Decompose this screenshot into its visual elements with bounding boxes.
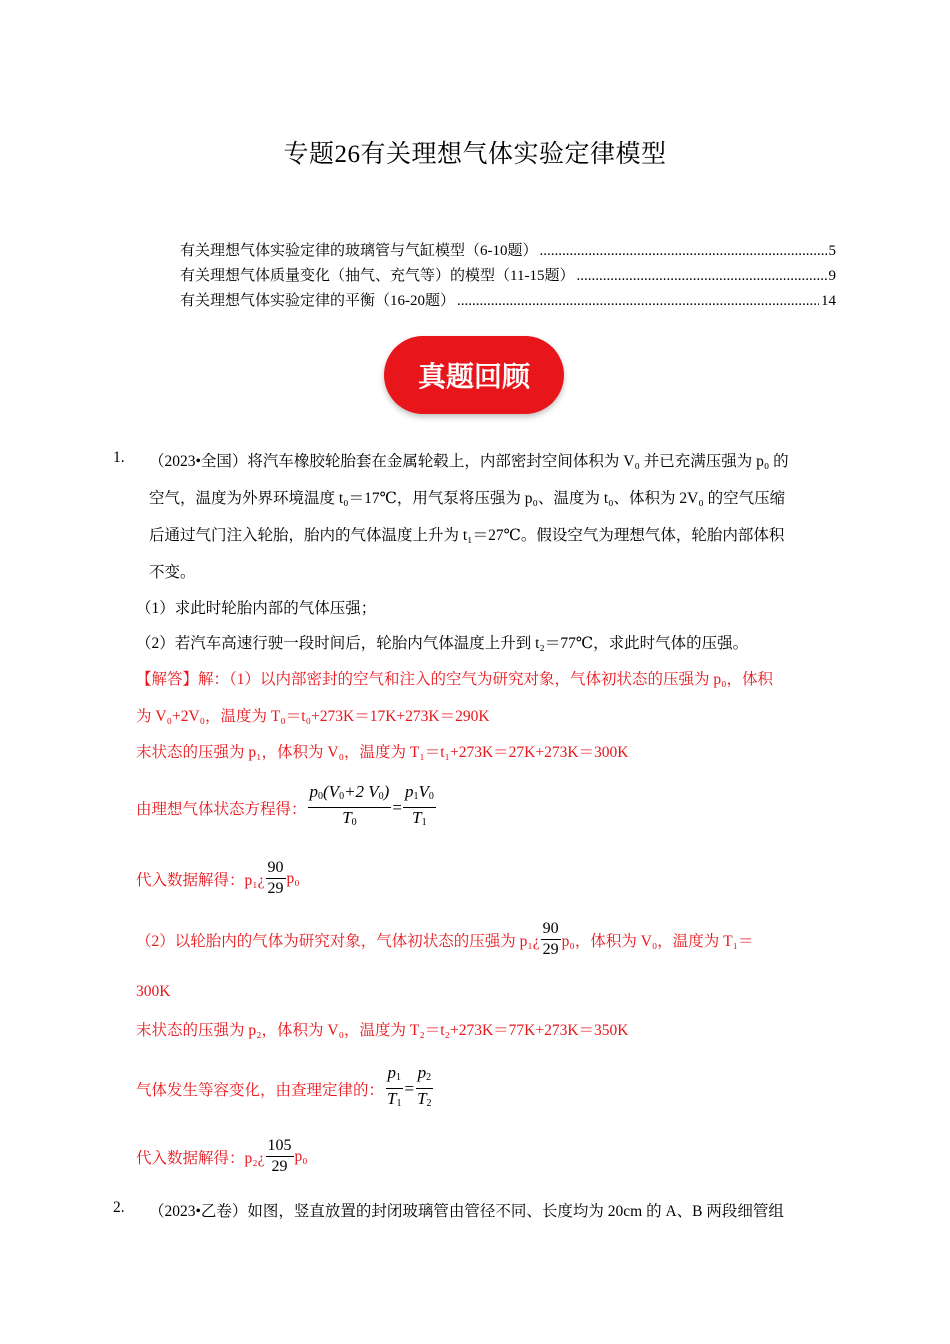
toc-page: 9 (828, 268, 836, 284)
numerator: 90 (541, 919, 561, 940)
toc-label: 有关理想气体实验定律的平衡（16-20题） (180, 293, 455, 309)
answer-text: 解：（1）以内部密封的空气和注入的空气为研究对象，气体初状态的压强为 p₀，体积 (198, 671, 774, 688)
answer-line (136, 919, 754, 960)
denominator: 29 (267, 880, 284, 897)
equation-line (136, 1063, 435, 1114)
unit: p₀ (294, 1147, 308, 1165)
toc-label: 有关理想气体质量变化（抽气、充气等）的模型（11-15题） (180, 268, 575, 284)
denominator: 29 (271, 1158, 288, 1175)
answer-line: 300K (136, 983, 171, 1000)
question-text: 不变。 (149, 564, 196, 581)
toc-entry-1[interactable] (180, 239, 836, 260)
result-line (136, 858, 300, 899)
equals-sign: = (404, 1078, 415, 1098)
equation-line (136, 782, 437, 833)
toc-leader (576, 268, 826, 285)
question-number: 2. (113, 1199, 125, 1216)
fraction (541, 919, 561, 960)
answer-text: 由理想气体状态方程得： (136, 800, 307, 818)
answer-text: （2）以轮胎内的气体为研究对象，气体初状态的压强为 p₁¿ (136, 932, 540, 950)
result-line (136, 1136, 308, 1177)
answer-line: 末状态的压强为 p₁，体积为 V₀，温度为 T₁＝t₁+273K＝27K+273K＝300K (136, 744, 629, 761)
fraction (266, 858, 286, 899)
numerator: 90 (266, 858, 286, 879)
answer-text: p₀，体积为 V₀，温度为 T₁＝ (561, 932, 754, 950)
answer-tag: 【解答】 (136, 671, 199, 688)
question-text: 空气，温度为外界环境温度 t₀＝17℃，用气泵将压强为 p₀、温度为 t₀、体积为 2V₀ 的空气压缩 (149, 490, 786, 507)
answer-text: 代入数据解得：p₂¿ (136, 1149, 265, 1167)
toc-entry-3[interactable] (180, 289, 836, 310)
answer-line: 为 V₀+2V₀，温度为 T₀＝t₀+273K＝17K+273K＝290K (136, 708, 490, 725)
sub-question: （2）若汽车高速行驶一段时间后，轮胎内气体温度上升到 t₂＝77℃，求此时气体的压强。 (136, 635, 749, 652)
unit: p₀ (286, 869, 300, 887)
question-number: 1. (113, 449, 125, 466)
equals-sign: = (392, 797, 402, 817)
charles-law-rhs: $\frac{p_2}{T_2}$ (417, 1063, 432, 1109)
denominator: 29 (542, 941, 559, 958)
charles-law-lhs: $\frac{p_1}{T_1}$ (387, 1063, 402, 1109)
answer-text: 气体发生等容变化，由查理定律的： (136, 1081, 385, 1099)
page-title: 专题26有关理想气体实验定律模型 (283, 141, 667, 168)
ideal-gas-equation-rhs: $\frac{p_1V_0}{T_1}$ (404, 782, 434, 828)
toc-entry-2[interactable] (180, 264, 836, 285)
question-text: （2023•全国）将汽车橡胶轮胎套在金属轮毂上，内部密封空间体积为 V₀ 并已充满压强为 p₀ 的 (149, 453, 789, 470)
toc-page: 14 (821, 293, 836, 309)
section-badge: 真题回顾 (384, 336, 564, 414)
answer-line: 末状态的压强为 p₂，体积为 V₀，温度为 T₂＝t₂+273K＝77K+273K＝350K (136, 1022, 629, 1039)
toc-leader (457, 293, 819, 310)
toc-page: 5 (828, 243, 836, 259)
answer-text: 代入数据解得：p₁¿ (136, 871, 265, 889)
sub-question: （1）求此时轮胎内部的气体压强； (136, 600, 377, 617)
question-text: （2023•乙卷）如图，竖直放置的封闭玻璃管由管径不同、长度均为 20cm 的 A、B 两段细管组 (149, 1203, 784, 1220)
answer-line (136, 667, 773, 689)
toc-leader (540, 243, 827, 260)
fraction (266, 1136, 294, 1177)
toc-label: 有关理想气体实验定律的玻璃管与气缸模型（6-10题） (180, 243, 538, 259)
ideal-gas-equation-lhs: $\frac{p_0(V_0+2 V_0)}{T_0}$ (309, 782, 390, 828)
numerator: 105 (266, 1136, 294, 1157)
question-text: 后通过气门注入轮胎，胎内的气体温度上升为 t₁＝27℃。假设空气为理想气体，轮胎内部体积 (149, 527, 785, 544)
